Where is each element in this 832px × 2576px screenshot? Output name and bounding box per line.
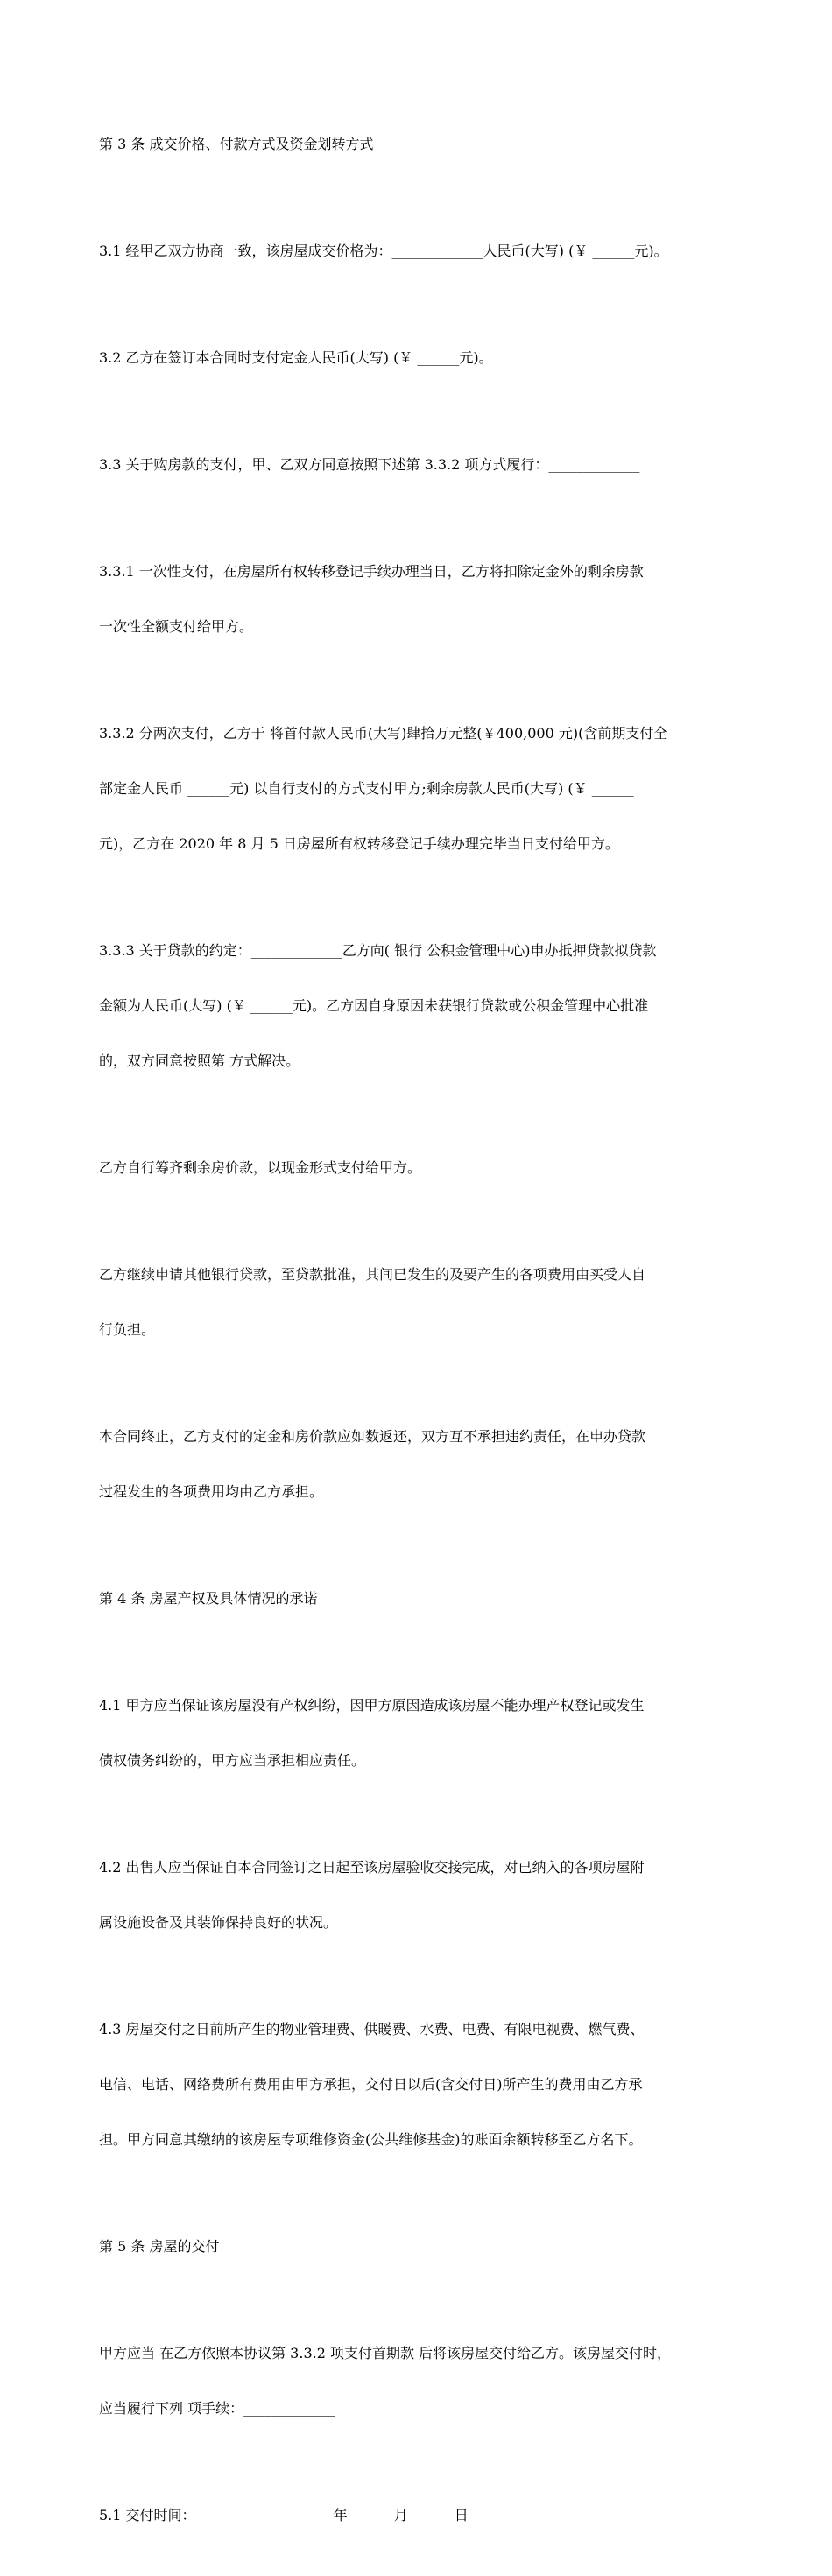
text-line: 一次性全额支付给甲方。 [99,618,254,635]
text-line: 部定金人民币 ______元) 以自行支付的方式支付甲方;剩余房款人民币(大写) (￥ ______ [99,780,634,797]
text-line: 3.3 关于购房款的支付，甲、乙双方同意按照下述第 3.3.2 项方式履行：_____________ [99,456,640,473]
text-line: 5.1 交付时间：_____________ ______年 ______月 ______日 [99,2507,469,2523]
clause-3-1 [99,205,743,297]
article-4-heading [99,1552,743,1644]
article-3-heading [99,98,743,190]
loan-option-self-funding [99,1122,743,1214]
article-5-heading [99,2200,743,2292]
text-line: 3.3.2 分两次支付，乙方于 将首付款人民币(大写)肆拾万元整(￥400,000 元)(含前期支付全 [99,725,668,742]
contract-body [99,98,743,2576]
clause-5-1 [99,2469,743,2561]
text-line: 元)，乙方在 2020 年 8 月 5 日房屋所有权转移登记手续办理完毕当日支付给甲方。 [99,835,619,852]
text-line: 4.2 出售人应当保证自本合同签订之日起至该房屋验收交接完成，对已纳入的各项房屋附 [99,1859,645,1876]
loan-option-other-bank [99,1228,743,1376]
text-line: 第 4 条 房屋产权及具体情况的承诺 [99,1590,318,1607]
text-line: 第 3 条 成交价格、付款方式及资金划转方式 [99,136,374,152]
clause-3-3-2 [99,687,743,890]
text-line: 3.1 经甲乙双方协商一致，该房屋成交价格为：_____________人民币(大写) (￥ ______元)。 [99,243,668,259]
text-line: 3.3.3 关于贷款的约定：_____________乙方向( 银行 公积金管理中心)申办抵押贷款拟贷款 [99,942,657,959]
clause-3-3 [99,419,743,510]
text-line: 第 5 条 房屋的交付 [99,2238,220,2255]
clause-4-2 [99,1821,743,1968]
text-line: 3.2 乙方在签订本合同时支付定金人民币(大写) (￥ ______元)。 [99,349,493,366]
text-line: 电信、电话、网络费所有费用由甲方承担，交付日以后(含交付日)所产生的费用由乙方承 [99,2076,643,2093]
text-line: 甲方应当 在乙方依照本协议第 3.3.2 项支付首期款 后将该房屋交付给乙方。该房屋交付时， [99,2345,672,2361]
text-line: 债权债务纠纷的，甲方应当承担相应责任。 [99,1752,366,1769]
text-line: 4.3 房屋交付之日前所产生的物业管理费、供暖费、水费、电费、有限电视费、燃气费、 [99,2021,645,2038]
text-line: 属设施设备及其装饰保持良好的状况。 [99,1914,338,1931]
text-line: 行负担。 [99,1321,156,1338]
text-line: 本合同终止，乙方支付的定金和房价款应如数返还，双方互不承担违约责任，在申办贷款 [99,1428,646,1445]
clause-3-2 [99,312,743,404]
text-line: 的，双方同意按照第 方式解决。 [99,1052,300,1069]
loan-option-termination [99,1390,743,1538]
clause-3-3-3 [99,904,743,1107]
text-line: 乙方自行筹齐剩余房价款，以现金形式支付给甲方。 [99,1159,422,1176]
text-line: 乙方继续申请其他银行贷款，至贷款批准，其间已发生的及要产生的各项费用由买受人自 [99,1266,646,1283]
clause-3-3-1 [99,525,743,672]
article-5-intro [99,2307,743,2454]
clause-4-3 [99,1983,743,2185]
text-line: 应当履行下列 项手续：_____________ [99,2400,335,2417]
text-line: 4.1 甲方应当保证该房屋没有产权纠纷，因甲方原因造成该房屋不能办理产权登记或发生 [99,1697,645,1714]
text-line: 金额为人民币(大写) (￥ ______元)。乙方因自身原因未获银行贷款或公积金管理中心批准 [99,997,649,1014]
text-line: 3.3.1 一次性支付，在房屋所有权转移登记手续办理当日，乙方将扣除定金外的剩余房款 [99,563,644,580]
text-line: 过程发生的各项费用均由乙方承担。 [99,1483,324,1500]
text-line: 担。甲方同意其缴纳的该房屋专项维修资金(公共维修基金)的账面余额转移至乙方名下。 [99,2131,643,2148]
clause-4-1 [99,1659,743,1806]
